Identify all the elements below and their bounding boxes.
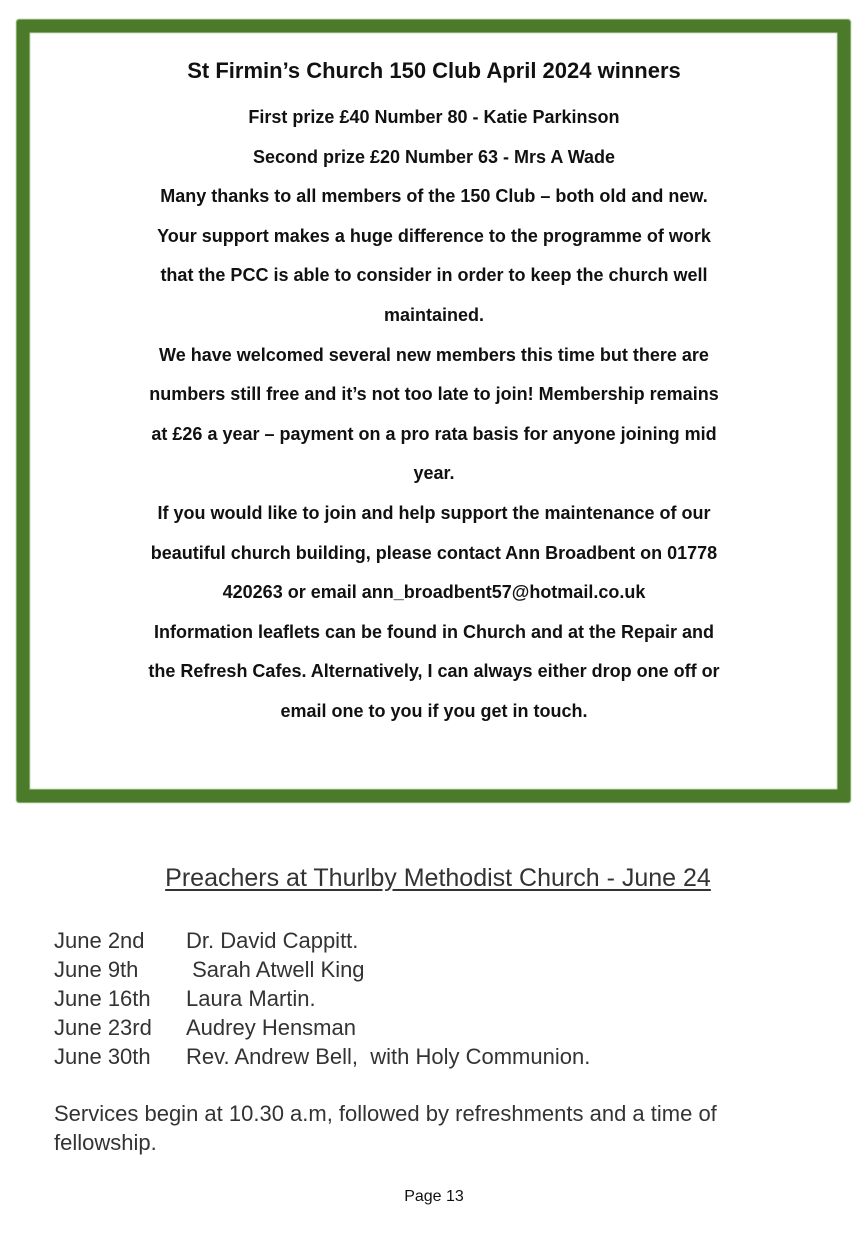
club-text-line: If you would like to join and help support the maintenance of our: [157, 502, 711, 523]
club-text-line: that the PCC is able to consider in order to keep the church well: [160, 265, 708, 286]
club-text-line: 420263 or email ann_broadbent57@hotmail.co.uk: [222, 582, 646, 603]
preacher-date: June 9th: [54, 957, 139, 982]
club-text-line: Your support makes a huge difference to the programme of work: [157, 225, 711, 246]
preachers-list: [54, 926, 590, 1071]
preacher-name: Sarah Atwell King: [186, 957, 365, 982]
club-text-line: at £26 a year – payment on a pro rata basis for anyone joining mid: [151, 423, 717, 444]
club-text-line: email one to you if you get in touch.: [280, 700, 588, 721]
preacher-row: [54, 1042, 590, 1071]
club-text-line: maintained.: [383, 304, 485, 325]
preacher-row: [54, 955, 590, 984]
preacher-date: June 2nd: [54, 928, 145, 953]
club-text-line: Second prize £20 Number 63 - Mrs A Wade: [252, 146, 616, 167]
preacher-name: Audrey Hensman: [186, 1015, 356, 1040]
preacher-name: Rev. Andrew Bell, with Holy Communion.: [186, 1044, 591, 1069]
services-note: Services begin at 10.30 a.m, followed by refreshments and a time of fellowship.: [54, 1101, 717, 1155]
club-text-line: We have welcomed several new members this time but there are: [159, 344, 709, 365]
preachers-heading: Preachers at Thurlby Methodist Church - June 24: [165, 864, 711, 892]
club-text-line: Information leaflets can be found in Church and at the Repair and: [153, 621, 715, 642]
club-text-line: Many thanks to all members of the 150 Club – both old and new.: [160, 186, 708, 207]
club-text-line: beautiful church building, please contact Ann Broadbent on 01778: [150, 542, 718, 563]
preacher-row: [54, 926, 590, 955]
preacher-date: June 30th: [54, 1044, 151, 1069]
club-body: [0, 98, 868, 732]
club-text-line: year.: [413, 463, 455, 484]
preacher-row: [54, 984, 590, 1013]
preacher-date: June 16th: [54, 986, 151, 1011]
club-text-line: the Refresh Cafes. Alternatively, I can always either drop one off or: [148, 661, 720, 682]
preacher-name: Laura Martin.: [186, 986, 316, 1011]
club-text-line: First prize £40 Number 80 - Katie Parkinson: [248, 107, 620, 127]
club-text-line: numbers still free and it’s not too late to join! Membership remains: [149, 384, 719, 405]
club-title: St Firmin’s Church 150 Club April 2024 winners: [187, 58, 681, 83]
club-announcement: [0, 56, 868, 732]
preacher-name: Dr. David Cappitt.: [186, 928, 359, 953]
page-number: Page 13: [404, 1188, 464, 1205]
preacher-row: [54, 1013, 590, 1042]
preacher-date: June 23rd: [54, 1015, 152, 1040]
